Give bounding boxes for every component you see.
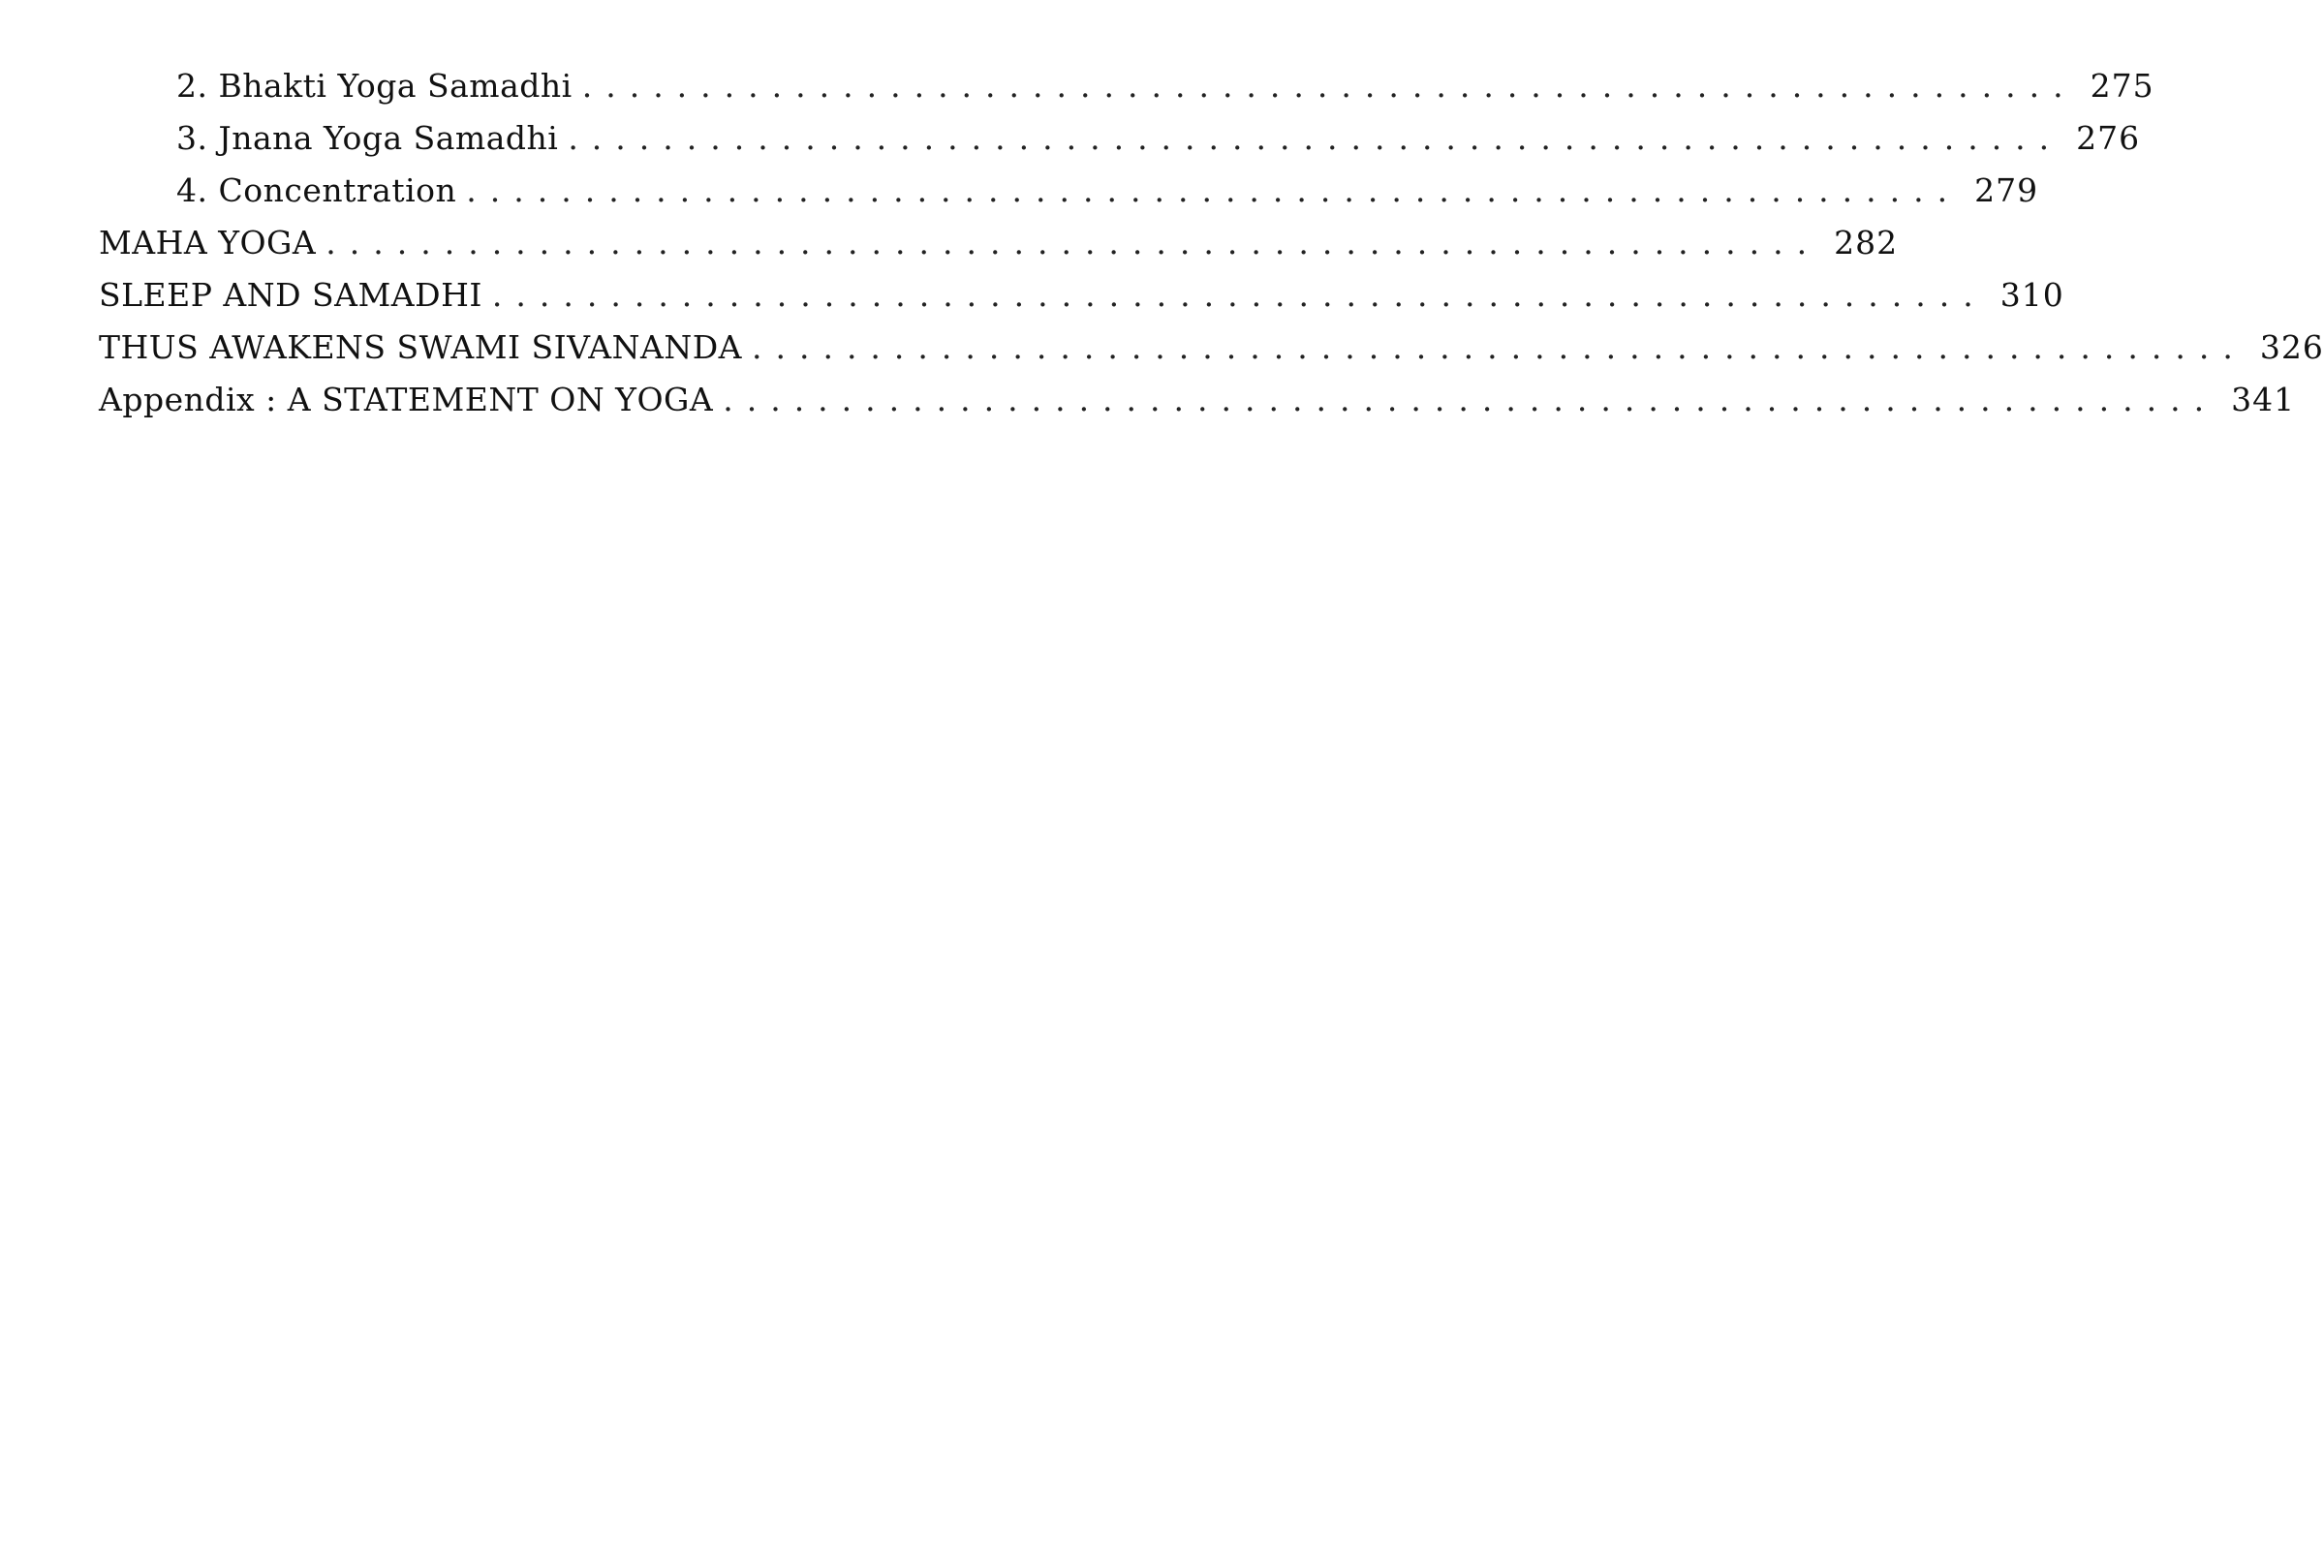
dot-leader: ............................................................... xyxy=(723,381,2218,418)
toc-entry-maha-yoga xyxy=(99,217,1899,269)
toc-entry-title: 2. Bhakti Yoga Samadhi xyxy=(176,67,573,105)
toc-entry-sleep-and-samadhi xyxy=(99,269,2064,322)
dot-leader: ............................................................... xyxy=(568,119,2063,157)
toc-entry-title: SLEEP AND SAMADHI xyxy=(99,276,482,314)
toc-entry-page: 326 xyxy=(2259,328,2324,366)
toc-entry-title: Appendix : A STATEMENT ON YOGA xyxy=(99,381,714,418)
dot-leader: ............................................................... xyxy=(466,171,1962,209)
toc-entry-page: 282 xyxy=(1834,224,1899,261)
toc-entry-bhakti-yoga-samadhi xyxy=(99,60,2154,112)
toc-entry-page: 275 xyxy=(2090,67,2154,105)
toc-entry-page: 279 xyxy=(1974,171,2039,209)
table-of-contents xyxy=(99,60,2324,426)
toc-entry-page: 310 xyxy=(1999,276,2064,314)
toc-entry-title: THUS AWAKENS SWAMI SIVANANDA xyxy=(99,328,742,366)
toc-entry-page: 341 xyxy=(2231,381,2296,418)
toc-entry-page: 276 xyxy=(2076,119,2141,157)
toc-entry-title: 3. Jnana Yoga Samadhi xyxy=(176,119,559,157)
toc-entry-concentration xyxy=(99,165,2039,217)
dot-leader: ............................................................... xyxy=(751,328,2247,366)
toc-entry-appendix xyxy=(99,374,2296,426)
dot-leader: ............................................................... xyxy=(491,276,1987,314)
toc-entry-title: MAHA YOGA xyxy=(99,224,317,261)
toc-entry-jnana-yoga-samadhi xyxy=(99,112,2141,165)
toc-entry-title: 4. Concentration xyxy=(176,171,457,209)
toc-entry-thus-awakens xyxy=(99,322,2324,374)
dot-leader: ............................................................... xyxy=(581,67,2077,105)
dot-leader: ............................................................... xyxy=(325,224,1821,261)
